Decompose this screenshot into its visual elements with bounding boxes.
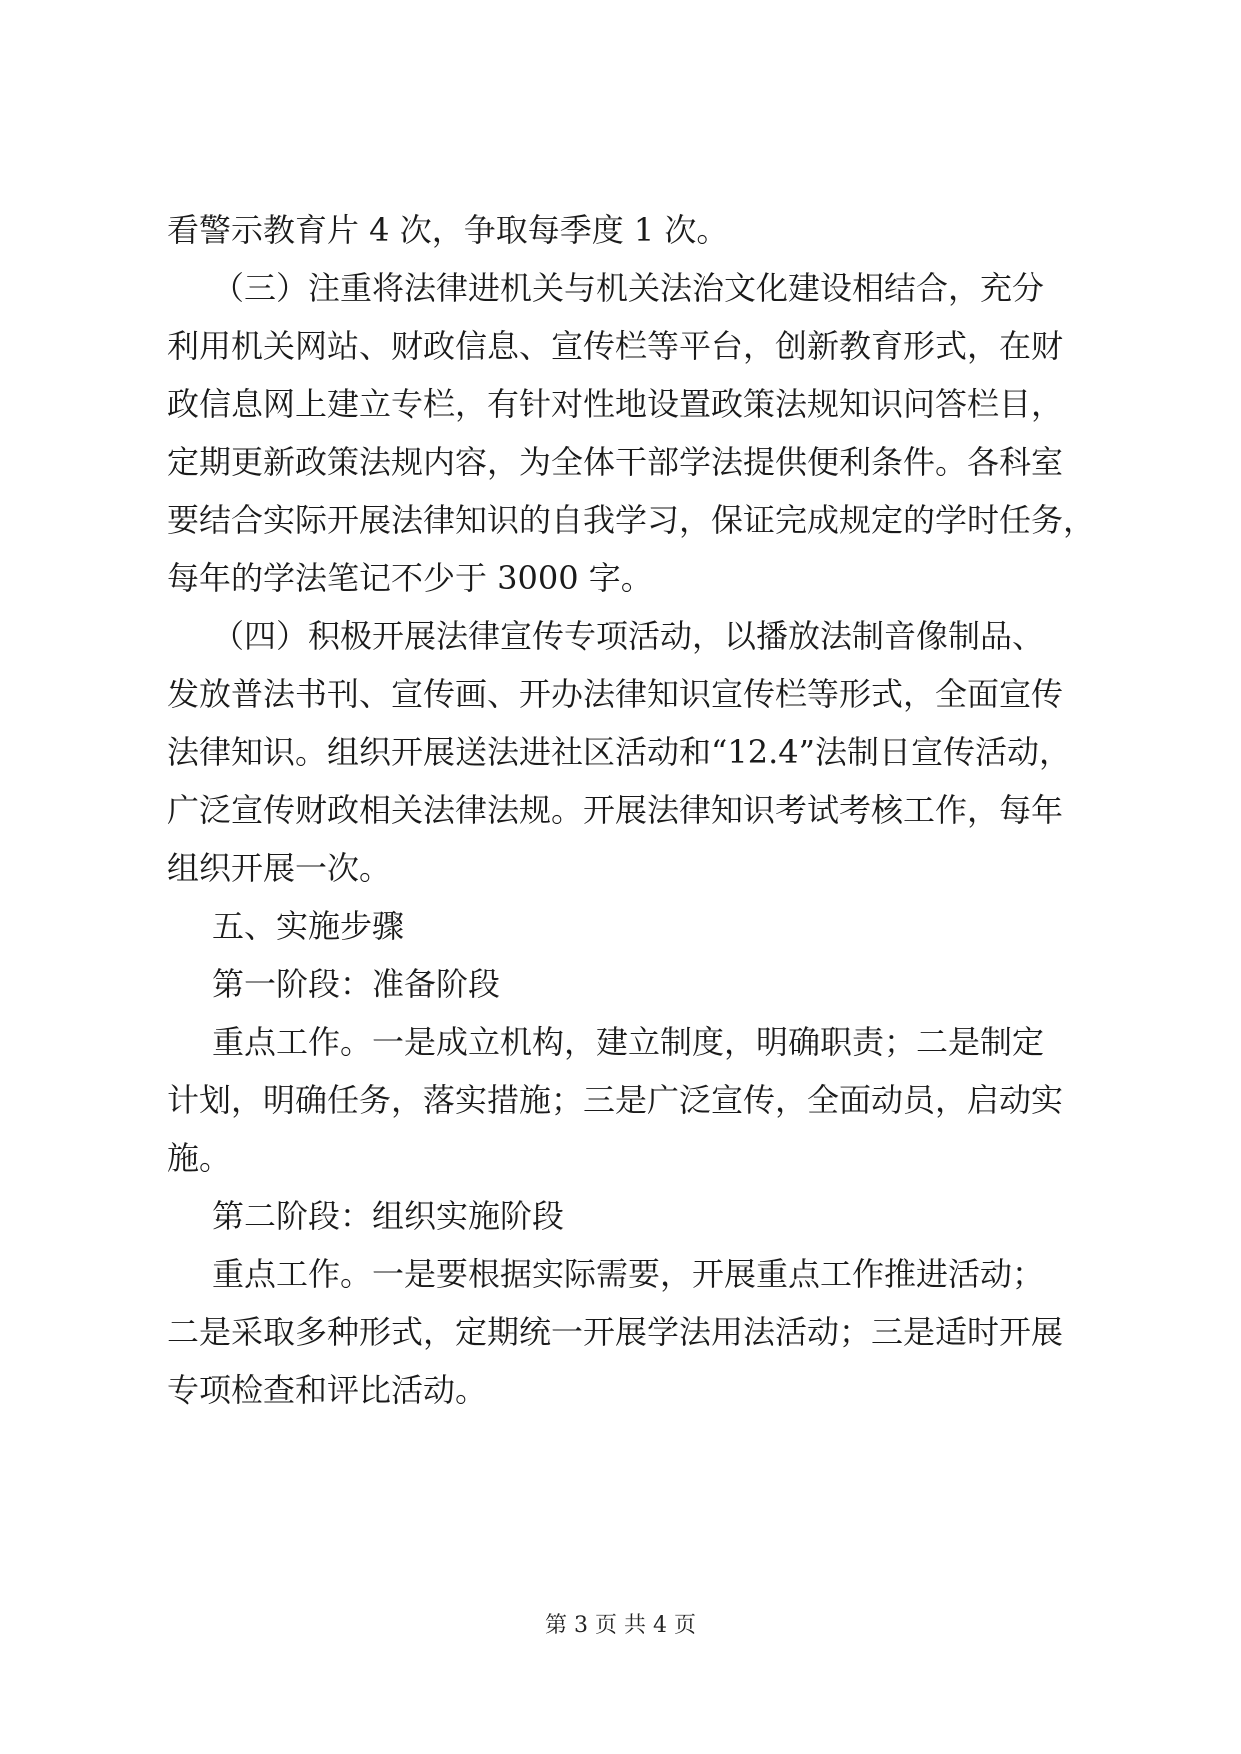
text-line-19: 重点工作。一是要根据实际需要，开展重点工作推进活动；	[212, 1255, 1045, 1293]
page-number-footer: 第 3 页 共 4 页	[545, 1613, 696, 1638]
text-line-20: 二是采取多种形式，定期统一开展学法用法活动；三是适时开展	[167, 1313, 1064, 1351]
stage-two-heading: 第二阶段：组织实施阶段	[212, 1197, 565, 1235]
text-line-1: 看警示教育片 4 次，争取每季度 1 次。	[167, 211, 729, 249]
text-line-5: 定期更新政策法规内容，为全体干部学法提供便利条件。各科室	[167, 443, 1064, 481]
text-line-8: （四）积极开展法律宣传专项活动，以播放法制音像制品、	[212, 617, 1045, 655]
stage-one-heading: 第一阶段：准备阶段	[212, 965, 501, 1003]
text-line-21: 专项检查和评比活动。	[167, 1371, 488, 1409]
text-line-9: 发放普法书刊、宣传画、开办法律知识宣传栏等形式，全面宣传	[167, 675, 1064, 713]
section-heading-steps: 五、实施步骤	[212, 907, 405, 945]
text-line-10: 法律知识。组织开展送法进社区活动和“12.4”法制日宣传活动，	[167, 733, 1071, 771]
text-line-4: 政信息网上建立专栏，有针对性地设置政策法规知识问答栏目，	[167, 385, 1064, 423]
text-line-15: 重点工作。一是成立机构，建立制度，明确职责；二是制定	[212, 1023, 1045, 1061]
text-line-16: 计划，明确任务，落实措施；三是广泛宣传，全面动员，启动实	[167, 1081, 1064, 1119]
text-line-2: （三）注重将法律进机关与机关法治文化建设相结合，充分	[212, 269, 1045, 307]
text-line-17: 施。	[167, 1139, 232, 1177]
text-line-12: 组织开展一次。	[167, 849, 392, 887]
text-line-3: 利用机关网站、财政信息、宣传栏等平台，创新教育形式，在财	[167, 327, 1064, 365]
text-line-11: 广泛宣传财政相关法律法规。开展法律知识考试考核工作，每年	[167, 791, 1064, 829]
text-line-6: 要结合实际开展法律知识的自我学习，保证完成规定的学时任务，	[167, 501, 1096, 539]
text-line-7: 每年的学法笔记不少于 3000 字。	[167, 559, 653, 597]
